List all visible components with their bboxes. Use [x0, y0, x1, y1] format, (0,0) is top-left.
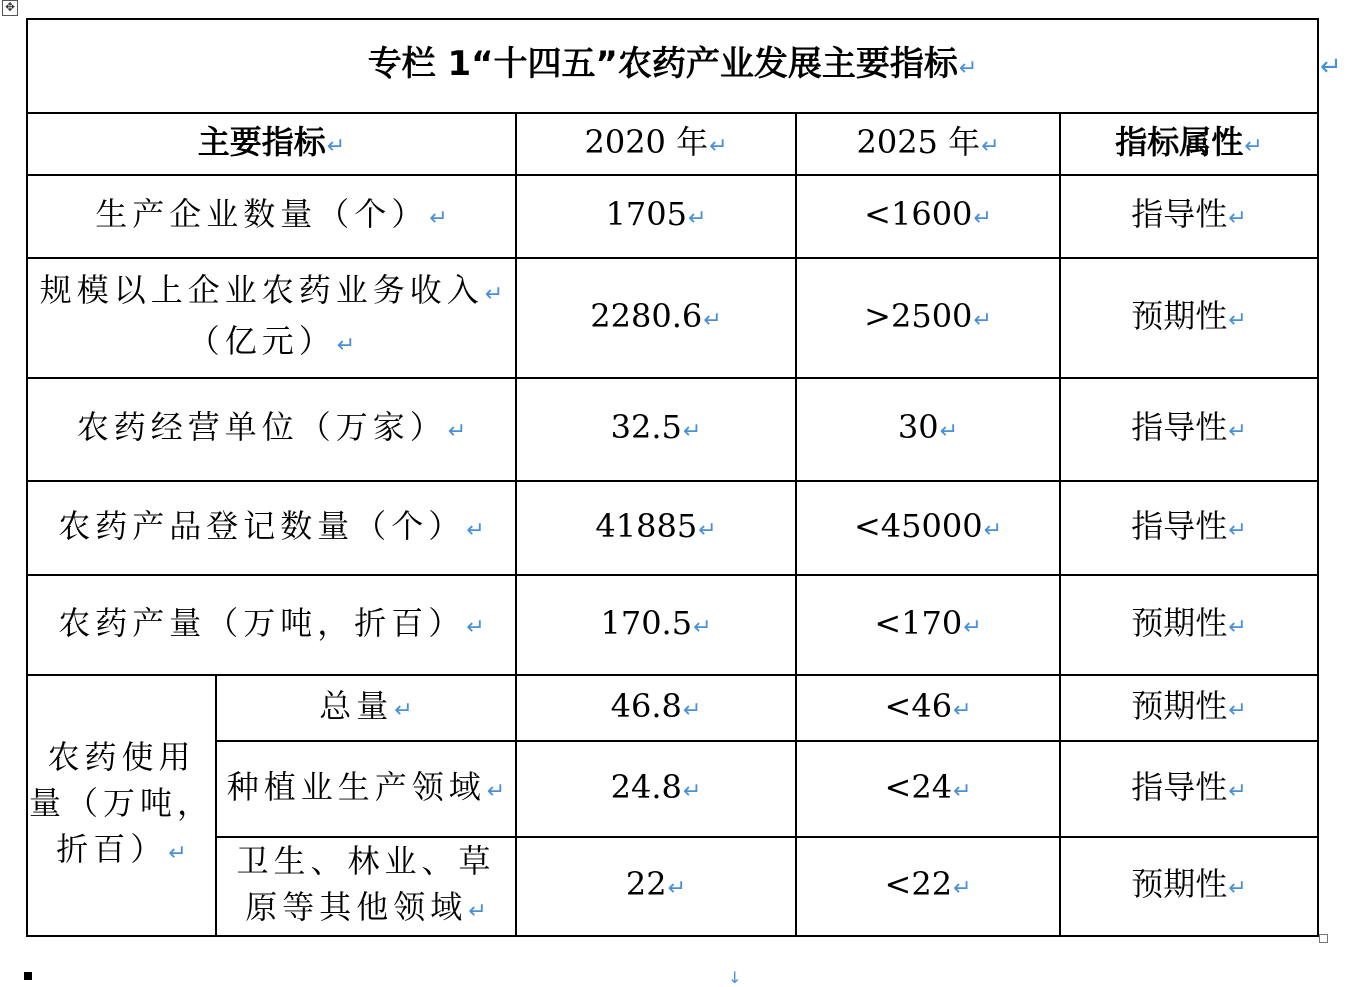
paragraph-mark-icon: ↵ — [682, 778, 702, 804]
table-row — [27, 575, 1318, 675]
paragraph-mark-icon: ↵ — [326, 133, 346, 159]
paragraph-mark-icon: ↵ — [336, 333, 356, 358]
attribute-cell — [1060, 675, 1318, 741]
attribute-value: 指导性 — [1131, 408, 1228, 446]
paragraph-mark-icon: ↵ — [486, 778, 506, 804]
paragraph-mark-icon: ↵ — [709, 133, 728, 159]
paragraph-mark-icon: ↵ — [1228, 307, 1247, 333]
table-row — [27, 258, 1318, 378]
value-2020: 22 — [625, 865, 667, 903]
paragraph-mark-icon: ↵ — [1228, 876, 1247, 901]
usage-group-label-line: 农药使用 — [47, 738, 196, 776]
paragraph-mark-icon: ↵ — [973, 206, 992, 231]
header-indicator: 主要指标 — [197, 122, 326, 161]
header-2025-cell — [796, 113, 1060, 175]
paragraph-mark-icon: ↵ — [1320, 52, 1342, 82]
usage-sub-label-cell — [216, 837, 516, 936]
indicators-table — [26, 18, 1319, 937]
paragraph-mark-icon: ↵ — [682, 697, 702, 723]
indicator-label-line: （亿元）↵ — [187, 322, 356, 360]
value-2020-cell — [516, 675, 796, 741]
value-2020: 41885 — [595, 506, 698, 545]
header-attribute: 指标属性 — [1115, 122, 1244, 161]
paragraph-mark-icon: ↵ — [1228, 614, 1247, 640]
attribute-cell — [1060, 837, 1318, 936]
attribute-value: 预期性 — [1131, 686, 1228, 725]
table-row — [27, 481, 1318, 575]
paragraph-mark-icon: ↵ — [953, 697, 972, 723]
paragraph-mark-icon: ↵ — [939, 419, 959, 444]
value-2020-cell — [516, 175, 796, 258]
attribute-cell — [1060, 258, 1318, 378]
attribute-cell — [1060, 741, 1318, 837]
value-2025: >2500 — [864, 296, 973, 335]
paragraph-mark-icon: ↵ — [973, 307, 992, 333]
attribute-value: 指导性 — [1131, 767, 1228, 806]
usage-sub-label: 种植业生产领域 — [226, 767, 486, 806]
value-2025-cell — [796, 175, 1060, 258]
indicator-label: 农药产量（万吨，折百） — [58, 603, 466, 642]
value-2020-cell — [516, 481, 796, 575]
attribute-value: 指导性 — [1131, 506, 1228, 545]
value-2025: <22 — [884, 865, 953, 903]
value-2025-cell — [796, 481, 1060, 575]
indicator-label-cell — [27, 378, 516, 481]
usage-sub-label: 总量 — [319, 686, 394, 725]
paragraph-mark-icon: ↵ — [953, 876, 972, 901]
indicator-label-cell — [27, 258, 516, 378]
paragraph-mark-icon: ↵ — [667, 876, 687, 901]
attribute-value: 预期性 — [1131, 296, 1228, 335]
paragraph-mark-icon: ↵ — [981, 133, 1000, 159]
paragraph-mark-icon: ↵ — [698, 517, 717, 543]
value-2025: <24 — [884, 767, 953, 806]
paragraph-mark-icon: ↵ — [468, 899, 487, 924]
paragraph-mark-icon: ↵ — [394, 697, 413, 723]
paragraph-mark-icon: ↵ — [983, 517, 1003, 543]
paragraph-mark-icon: ↵ — [1228, 419, 1247, 444]
table-resize-handle[interactable] — [1319, 934, 1328, 943]
paragraph-bullet — [24, 972, 32, 980]
attribute-value: 预期性 — [1131, 603, 1228, 642]
header-row — [27, 113, 1318, 175]
value-2025-cell — [796, 575, 1060, 675]
table-title-row — [27, 19, 1318, 113]
value-2020: 2280.6 — [590, 296, 703, 335]
paragraph-mark-icon: ↵ — [429, 206, 448, 231]
paragraph-mark-icon: ↵ — [693, 614, 712, 640]
value-2025-cell — [796, 258, 1060, 378]
value-2025: <46 — [884, 686, 953, 725]
paragraph-mark-icon: ↵ — [963, 614, 982, 640]
usage-group-label-line: 折百）↵ — [56, 830, 187, 868]
value-2020-cell — [516, 575, 796, 675]
paragraph-mark-icon: ↵ — [1244, 133, 1263, 159]
usage-sub-label-cell — [216, 741, 516, 837]
paragraph-mark-icon: ↵ — [688, 206, 707, 231]
value-2025-cell — [796, 378, 1060, 481]
value-2025-cell — [796, 675, 1060, 741]
attribute-value: 指导性 — [1131, 195, 1228, 233]
paragraph-mark-icon: ↵ — [466, 517, 485, 543]
indicator-label: 农药产品登记数量（个） — [58, 506, 466, 545]
value-2025-cell — [796, 837, 1060, 936]
table-row — [27, 675, 1318, 741]
value-2020: 24.8 — [610, 767, 682, 806]
indicator-label: 农药经营单位（万家） — [76, 408, 447, 446]
indicator-label-line: 规模以上企业农药业务收入↵ — [39, 271, 504, 309]
attribute-cell — [1060, 378, 1318, 481]
header-2025: 2025 年 — [856, 122, 981, 161]
indicator-label-cell — [27, 175, 516, 258]
value-2020: 1705 — [605, 195, 687, 233]
value-2020-cell — [516, 378, 796, 481]
table-row — [27, 837, 1318, 936]
usage-sub-label-line: 原等其他领域↵ — [245, 888, 487, 926]
paragraph-mark-icon: ↵ — [1228, 778, 1247, 804]
value-2020-cell — [516, 837, 796, 936]
paragraph-mark-icon: ↵ — [958, 55, 978, 81]
value-2020-cell — [516, 258, 796, 378]
attribute-cell — [1060, 175, 1318, 258]
value-2025: <45000 — [853, 506, 983, 545]
header-attribute-cell — [1060, 113, 1318, 175]
table-row — [27, 378, 1318, 481]
usage-group-label-cell — [27, 675, 216, 936]
header-2020-cell — [516, 113, 796, 175]
table-row — [27, 175, 1318, 258]
table-title: 专栏 1“十四五”农药产业发展主要指标 — [367, 43, 958, 84]
value-2020: 32.5 — [610, 408, 682, 446]
usage-sub-label-line: 卫生、林业、草 — [236, 842, 496, 880]
attribute-cell — [1060, 575, 1318, 675]
table-move-handle-icon[interactable]: ✥ — [2, 0, 18, 16]
indicator-label-cell — [27, 481, 516, 575]
value-2025: <1600 — [864, 195, 973, 233]
table-title-cell — [27, 19, 1318, 113]
paragraph-mark-icon: ↵ — [1228, 517, 1247, 543]
value-2020: 46.8 — [610, 686, 682, 725]
paragraph-mark-icon: ↵ — [466, 614, 485, 640]
attribute-cell — [1060, 481, 1318, 575]
indicator-label-cell — [27, 575, 516, 675]
value-2025: <170 — [874, 603, 963, 642]
paragraph-mark-icon: ↵ — [1228, 697, 1247, 723]
usage-group-label-line: 量（万吨， — [28, 784, 214, 822]
paragraph-mark-icon: ↵ — [484, 282, 504, 307]
header-2020: 2020 年 — [584, 122, 709, 161]
attribute-value: 预期性 — [1131, 865, 1228, 903]
value-2020: 170.5 — [600, 603, 693, 642]
paragraph-mark-icon: ↵ — [953, 778, 972, 804]
paragraph-mark-icon: ↵ — [703, 307, 722, 333]
paragraph-mark-icon: ↵ — [168, 841, 187, 866]
usage-sub-label-cell — [216, 675, 516, 741]
value-2025-cell — [796, 741, 1060, 837]
indicator-label: 生产企业数量（个） — [95, 195, 429, 233]
paragraph-mark-icon: ↵ — [682, 419, 702, 444]
paragraph-mark-icon: ↵ — [447, 419, 467, 444]
table-row — [27, 741, 1318, 837]
text-cursor-icon: ↓ — [728, 968, 742, 987]
value-2020-cell — [516, 741, 796, 837]
value-2025: 30 — [897, 408, 939, 446]
paragraph-mark-icon: ↵ — [1228, 206, 1247, 231]
header-indicator-cell — [27, 113, 516, 175]
